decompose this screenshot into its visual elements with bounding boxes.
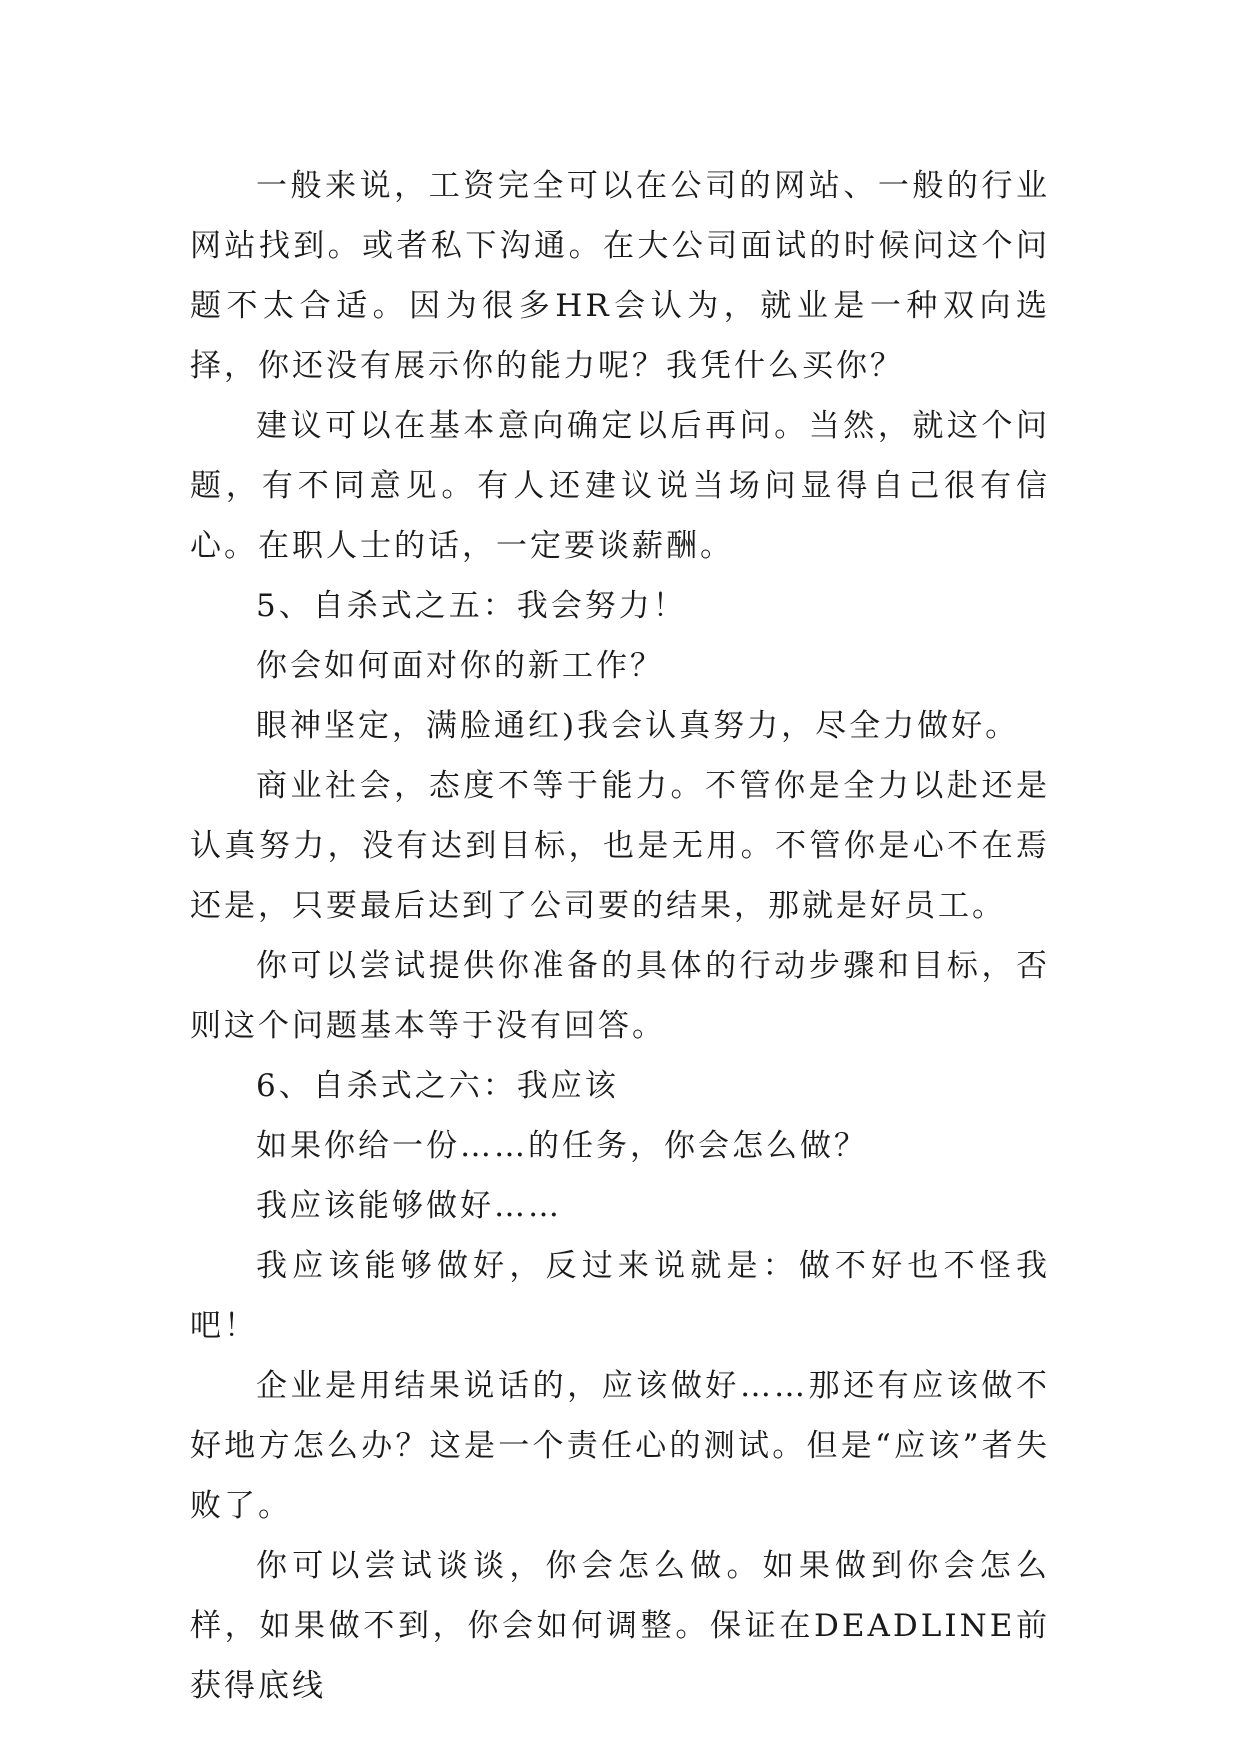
paragraph: 你会如何面对你的新工作？ xyxy=(256,648,664,684)
paragraph: 你可以尝试谈谈，你会怎么做。如果做到你会怎么样，如果做不到，你会如何调整。保证在DEADLINE前获得底线 xyxy=(190,1548,1050,1704)
paragraph: 商业社会，态度不等于能力。不管你是全力以赴还是认真努力，没有达到目标，也是无用。不管你是心不在焉还是，只要最后达到了公司要的结果，那就是好员工。 xyxy=(190,768,1050,924)
section-heading: 5、自杀式之五：我会努力！ xyxy=(256,588,687,624)
document-body xyxy=(190,156,1050,1716)
paragraph: 建议可以在基本意向确定以后再问。当然，就这个问题，有不同意见。有人还建议说当场问显得自己很有信心。在职人士的话，一定要谈薪酬。 xyxy=(190,408,1050,564)
paragraph: 眼神坚定，满脸通红)我会认真努力，尽全力做好。 xyxy=(256,708,1020,744)
paragraph: 如果你给一份……的任务，你会怎么做？ xyxy=(256,1128,868,1164)
paragraph: 我应该能够做好，反过来说就是：做不好也不怪我吧！ xyxy=(190,1248,1050,1344)
paragraph: 我应该能够做好…… xyxy=(256,1188,562,1224)
section-heading: 6、自杀式之六：我应该 xyxy=(256,1068,619,1104)
paragraph: 你可以尝试提供你准备的具体的行动步骤和目标，否则这个问题基本等于没有回答。 xyxy=(190,948,1050,1044)
paragraph: 一般来说，工资完全可以在公司的网站、一般的行业网站找到。或者私下沟通。在大公司面试的时候问这个问题不太合适。因为很多HR会认为，就业是一种双向选择，你还没有展示你的能力呢？我凭什么买你？ xyxy=(190,168,1050,384)
paragraph: 企业是用结果说话的，应该做好……那还有应该做不好地方怎么办？这是一个责任心的测试。但是“应该”者失败了。 xyxy=(190,1368,1050,1524)
